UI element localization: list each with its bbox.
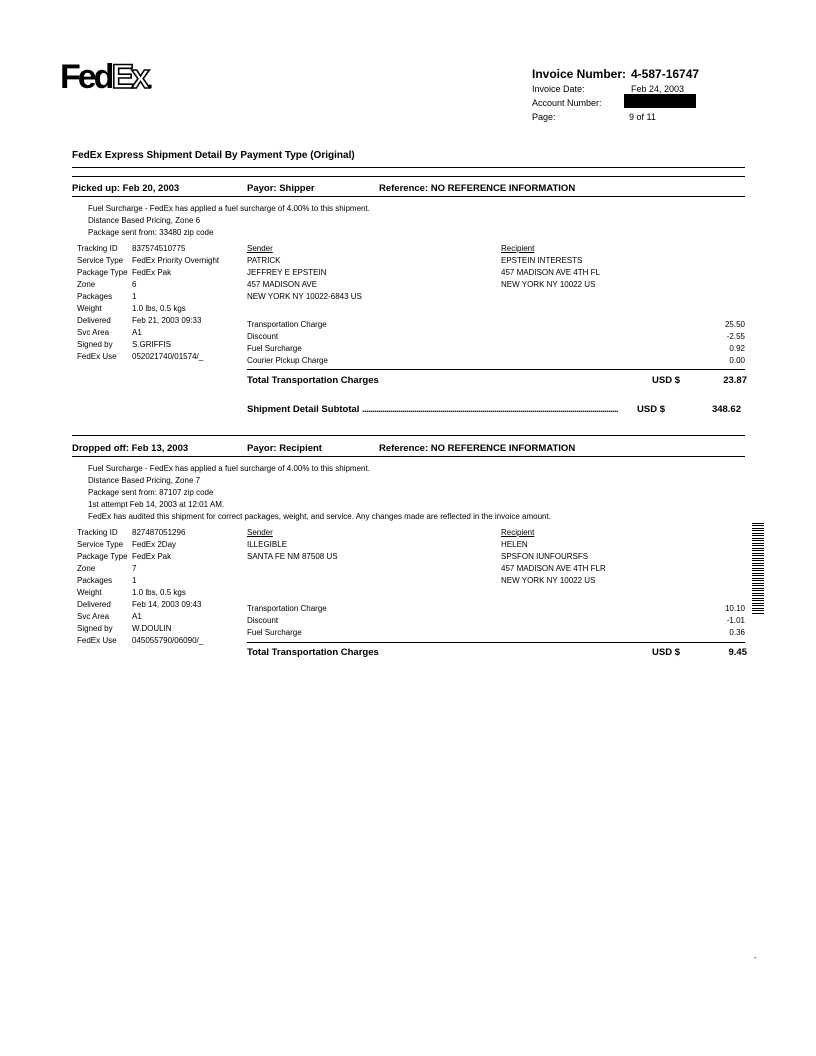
- logo-dot: .: [147, 68, 151, 93]
- detail-value: FedEx 2Day: [132, 540, 177, 549]
- detail-value: 7: [132, 564, 137, 573]
- shipment-date: Picked up: Feb 20, 2003: [72, 183, 180, 194]
- invoice-date: Feb 24, 2003: [631, 84, 685, 94]
- detail-label: Zone: [77, 280, 96, 289]
- detail-label: Zone: [77, 564, 96, 573]
- charge-amount: 0.36: [729, 628, 745, 637]
- charge-amount: -2.55: [726, 332, 745, 341]
- divider: [72, 456, 745, 457]
- detail-value: 052021740/01574/_: [132, 352, 204, 361]
- invoice-header: [532, 67, 732, 127]
- detail-label: Tracking ID: [77, 528, 118, 537]
- detail-value: FedEx Pak: [132, 552, 172, 561]
- divider: [247, 369, 745, 370]
- recipient-line: SPSFON IUNFOURSFS: [501, 552, 589, 561]
- charge-amount: 25.50: [724, 320, 745, 329]
- note-line: Fuel Surcharge - FedEx has applied a fuel surcharge of 4.00% to this shipment.: [88, 204, 370, 213]
- shipment-notes: [88, 203, 370, 239]
- fedex-logo: [60, 60, 150, 98]
- sender-line: NEW YORK NY 10022-6843 US: [247, 292, 362, 301]
- detail-label: Package Type: [77, 552, 128, 561]
- recipient-label: Recipient: [501, 528, 535, 537]
- detail-value: S.GRIFFIS: [132, 340, 172, 349]
- subtotal-currency: USD $: [637, 404, 665, 415]
- detail-label: Svc Area: [77, 612, 110, 621]
- barcode: [752, 523, 764, 615]
- footer-mark: -: [754, 953, 757, 962]
- detail-label: FedEx Use: [77, 636, 117, 645]
- charge-label: Transportation Charge: [247, 604, 327, 613]
- total-amount: 9.45: [728, 647, 747, 658]
- detail-value: A1: [132, 612, 142, 621]
- total-amount: 23.87: [723, 375, 747, 386]
- account-number-label: Account Number:: [532, 98, 602, 108]
- sender-line: PATRICK: [247, 256, 281, 265]
- recipient-line: 457 MADISON AVE 4TH FL: [501, 268, 600, 277]
- sender-line: 457 MADISON AVE: [247, 280, 318, 289]
- recipient-line: 457 MADISON AVE 4TH FLR: [501, 564, 606, 573]
- charges-table: [247, 319, 745, 367]
- detail-value: 045055790/06090/_: [132, 636, 204, 645]
- subtotal-amount: 348.62: [711, 404, 741, 415]
- divider: [72, 176, 745, 177]
- detail-label: Delivered: [77, 316, 111, 325]
- detail-label: Delivered: [77, 600, 111, 609]
- total-label: Total Transportation Charges: [247, 375, 379, 386]
- sender-label: Sender: [247, 528, 273, 537]
- invoice-number-label: Invoice Number:: [532, 67, 627, 81]
- detail-value: FedEx Priority Overnight: [132, 256, 220, 265]
- detail-value: 827487051296: [132, 528, 186, 537]
- detail-label: Signed by: [77, 340, 113, 349]
- total-currency: USD $: [652, 375, 680, 386]
- charge-amount: -1.01: [726, 616, 745, 625]
- sender-label: Sender: [247, 244, 273, 253]
- detail-label: Service Type: [77, 256, 124, 265]
- recipient-line: HELEN: [501, 540, 528, 549]
- detail-label: Weight: [77, 588, 102, 597]
- detail-value: A1: [132, 328, 142, 337]
- charge-label: Transportation Charge: [247, 320, 327, 329]
- shipment-details: [77, 527, 203, 647]
- sender-block: [247, 243, 362, 303]
- recipient-line: EPSTEIN INTERESTS: [501, 256, 583, 265]
- recipient-block: [501, 243, 600, 291]
- shipment-notes: [88, 463, 551, 523]
- detail-value: FedEx Pak: [132, 268, 172, 277]
- detail-value: 1.0 lbs, 0.5 kgs: [132, 588, 186, 597]
- logo-ex: Ex: [111, 58, 148, 96]
- detail-label: Packages: [77, 292, 113, 301]
- invoice-number: 4-587-16747: [631, 67, 700, 81]
- recipient-block: [501, 527, 606, 587]
- charge-amount: 10.10: [724, 604, 745, 613]
- detail-value: W.DOULIN: [132, 624, 172, 633]
- total-label: Total Transportation Charges: [247, 647, 379, 658]
- charge-label: Fuel Surcharge: [247, 344, 302, 353]
- page-number: 9 of 11: [629, 112, 656, 122]
- detail-label: Packages: [77, 576, 113, 585]
- shipment-payor: Payor: Shipper: [247, 183, 315, 194]
- detail-value: 1.0 lbs, 0.5 kgs: [132, 304, 186, 313]
- detail-value: Feb 14, 2003 09:43: [132, 600, 202, 609]
- charge-amount: 0.92: [729, 344, 745, 353]
- shipment-details: [77, 243, 219, 363]
- page-label: Page:: [532, 112, 556, 122]
- sender-line: SANTA FE NM 87508 US: [247, 552, 338, 561]
- detail-label: Service Type: [77, 540, 124, 549]
- detail-label: Package Type: [77, 268, 128, 277]
- detail-label: FedEx Use: [77, 352, 117, 361]
- detail-value: 837574510775: [132, 244, 186, 253]
- detail-value: 1: [132, 576, 137, 585]
- total-currency: USD $: [652, 647, 680, 658]
- divider: [72, 435, 745, 436]
- charge-amount: 0.00: [729, 356, 745, 365]
- note-line: Package sent from: 87107 zip code: [88, 488, 214, 497]
- shipment-date: Dropped off: Feb 13, 2003: [72, 443, 189, 454]
- note-line: Distance Based Pricing, Zone 6: [88, 216, 201, 225]
- recipient-label: Recipient: [501, 244, 535, 253]
- logo-fed: Fed: [60, 58, 112, 96]
- charge-label: Discount: [247, 332, 279, 341]
- charge-label: Fuel Surcharge: [247, 628, 302, 637]
- page-title: FedEx Express Shipment Detail By Payment Type (Original): [72, 150, 355, 161]
- shipment-reference: Reference: NO REFERENCE INFORMATION: [379, 443, 576, 454]
- detail-value: 6: [132, 280, 137, 289]
- shipment-reference: Reference: NO REFERENCE INFORMATION: [379, 183, 576, 194]
- detail-label: Weight: [77, 304, 102, 313]
- subtotal-leader: ................................................................................................................................: [362, 404, 619, 414]
- note-line: Fuel Surcharge - FedEx has applied a fuel surcharge of 4.00% to this shipment.: [88, 464, 370, 473]
- detail-label: Signed by: [77, 624, 113, 633]
- divider: [72, 167, 745, 168]
- note-line: Distance Based Pricing, Zone 7: [88, 476, 201, 485]
- sender-line: ILLEGIBLE: [247, 540, 288, 549]
- account-number-redaction: [624, 94, 696, 108]
- charges-table: [247, 603, 745, 639]
- note-line: FedEx has audited this shipment for correct packages, weight, and service. Any changes made are reflected in the invoice amount.: [88, 512, 551, 521]
- detail-label: Tracking ID: [77, 244, 118, 253]
- divider: [247, 642, 745, 643]
- invoice-date-label: Invoice Date:: [532, 84, 585, 94]
- detail-label: Svc Area: [77, 328, 110, 337]
- sender-block: [247, 527, 338, 563]
- note-line: 1st attempt Feb 14, 2003 at 12:01 AM.: [88, 500, 225, 509]
- detail-value: Feb 21, 2003 09:33: [132, 316, 202, 325]
- shipment-payor: Payor: Recipient: [247, 443, 322, 454]
- recipient-line: NEW YORK NY 10022 US: [501, 576, 596, 585]
- charge-label: Courier Pickup Charge: [247, 356, 328, 365]
- recipient-line: NEW YORK NY 10022 US: [501, 280, 596, 289]
- sender-line: JEFFREY E EPSTEIN: [247, 268, 327, 277]
- divider: [72, 196, 745, 197]
- subtotal-label: Shipment Detail Subtotal: [247, 404, 360, 415]
- note-line: Package sent from: 33480 zip code: [88, 228, 214, 237]
- detail-value: 1: [132, 292, 137, 301]
- charge-label: Discount: [247, 616, 279, 625]
